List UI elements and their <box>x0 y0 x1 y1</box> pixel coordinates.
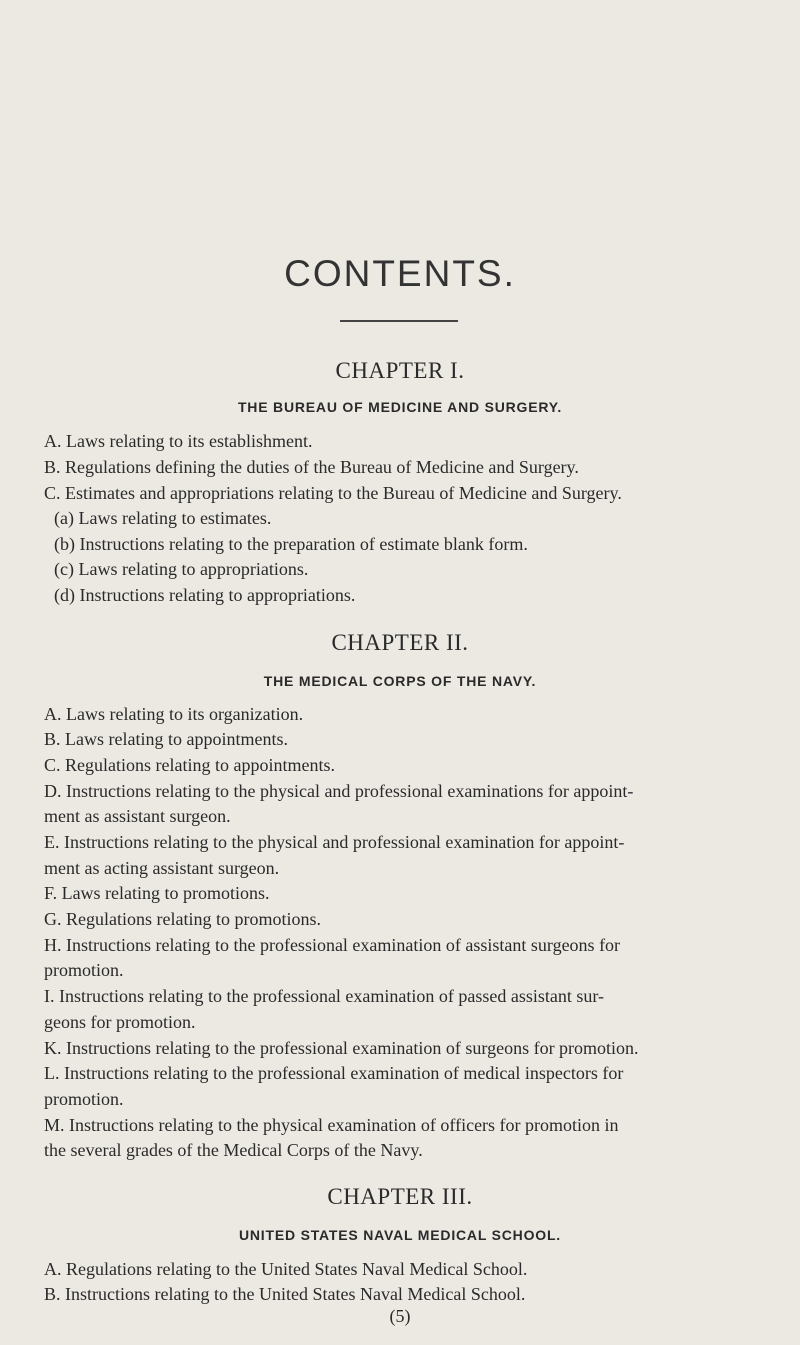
chapter-2-entry: F. Laws relating to promotions. <box>44 883 270 903</box>
chapter-2-entry-continued: promotion. <box>44 1089 124 1109</box>
chapter-1-entry: C. Estimates and appropriations relating to the Bureau of Medicine and Surgery. <box>44 483 622 503</box>
chapter-2-entry-continued: geons for promotion. <box>44 1012 196 1032</box>
chapter-2-entry: C. Regulations relating to appointments. <box>44 755 335 775</box>
chapter-2-entry: G. Regulations relating to promotions. <box>44 909 321 929</box>
chapter-2-entry: L. Instructions relating to the professional examination of medical inspectors for <box>44 1063 624 1083</box>
chapter-1-subtitle: THE BUREAU OF MEDICINE AND SURGERY. <box>237 399 563 415</box>
chapter-1-entry: B. Regulations defining the duties of the Bureau of Medicine and Surgery. <box>44 457 579 477</box>
chapter-3-heading: CHAPTER III. <box>327 1184 473 1209</box>
chapter-3-entry: B. Instructions relating to the United States Naval Medical School. <box>44 1284 526 1304</box>
chapter-1-subentry: (d) Instructions relating to appropriations. <box>54 585 356 605</box>
chapter-1-subentry: (a) Laws relating to estimates. <box>54 508 272 528</box>
chapter-2-entry: E. Instructions relating to the physical and professional examination for appoint- <box>44 832 625 852</box>
chapter-2-entry: K. Instructions relating to the professional examination of surgeons for promotion. <box>44 1038 639 1058</box>
chapter-2-entry-continued: ment as assistant surgeon. <box>44 806 231 826</box>
chapter-2-subtitle: THE MEDICAL CORPS OF THE NAVY. <box>263 673 537 689</box>
chapter-3-subtitle: UNITED STATES NAVAL MEDICAL SCHOOL. <box>238 1227 561 1243</box>
chapter-1-subentry: (c) Laws relating to appropriations. <box>54 559 309 579</box>
chapter-1-heading: CHAPTER I. <box>335 358 465 383</box>
chapter-3-entry: A. Regulations relating to the United States Naval Medical School. <box>44 1259 528 1279</box>
chapter-2-heading: CHAPTER II. <box>331 630 469 655</box>
chapter-2-entry: I. Instructions relating to the professional examination of passed assistant sur- <box>44 986 605 1006</box>
contents-title: CONTENTS. <box>284 253 516 294</box>
chapter-2-entry: B. Laws relating to appointments. <box>44 729 288 749</box>
page-number: (5) <box>389 1306 411 1326</box>
title-divider <box>340 320 458 322</box>
chapter-2-entry: A. Laws relating to its organization. <box>44 704 304 724</box>
chapter-1-entry: A. Laws relating to its establishment. <box>44 431 313 451</box>
chapter-2-entry: H. Instructions relating to the professional examination of assistant surgeons for <box>44 935 621 955</box>
chapter-2-entry: D. Instructions relating to the physical and professional examinations for appoint- <box>44 781 634 801</box>
chapter-1-subentry: (b) Instructions relating to the preparation of estimate blank form. <box>54 534 528 554</box>
chapter-2-entry-continued: the several grades of the Medical Corps of the Navy. <box>44 1140 423 1160</box>
chapter-2-entry-continued: ment as acting assistant surgeon. <box>44 858 280 878</box>
chapter-2-entry: M. Instructions relating to the physical examination of officers for promotion in <box>44 1115 619 1135</box>
chapter-2-entry-continued: promotion. <box>44 960 124 980</box>
